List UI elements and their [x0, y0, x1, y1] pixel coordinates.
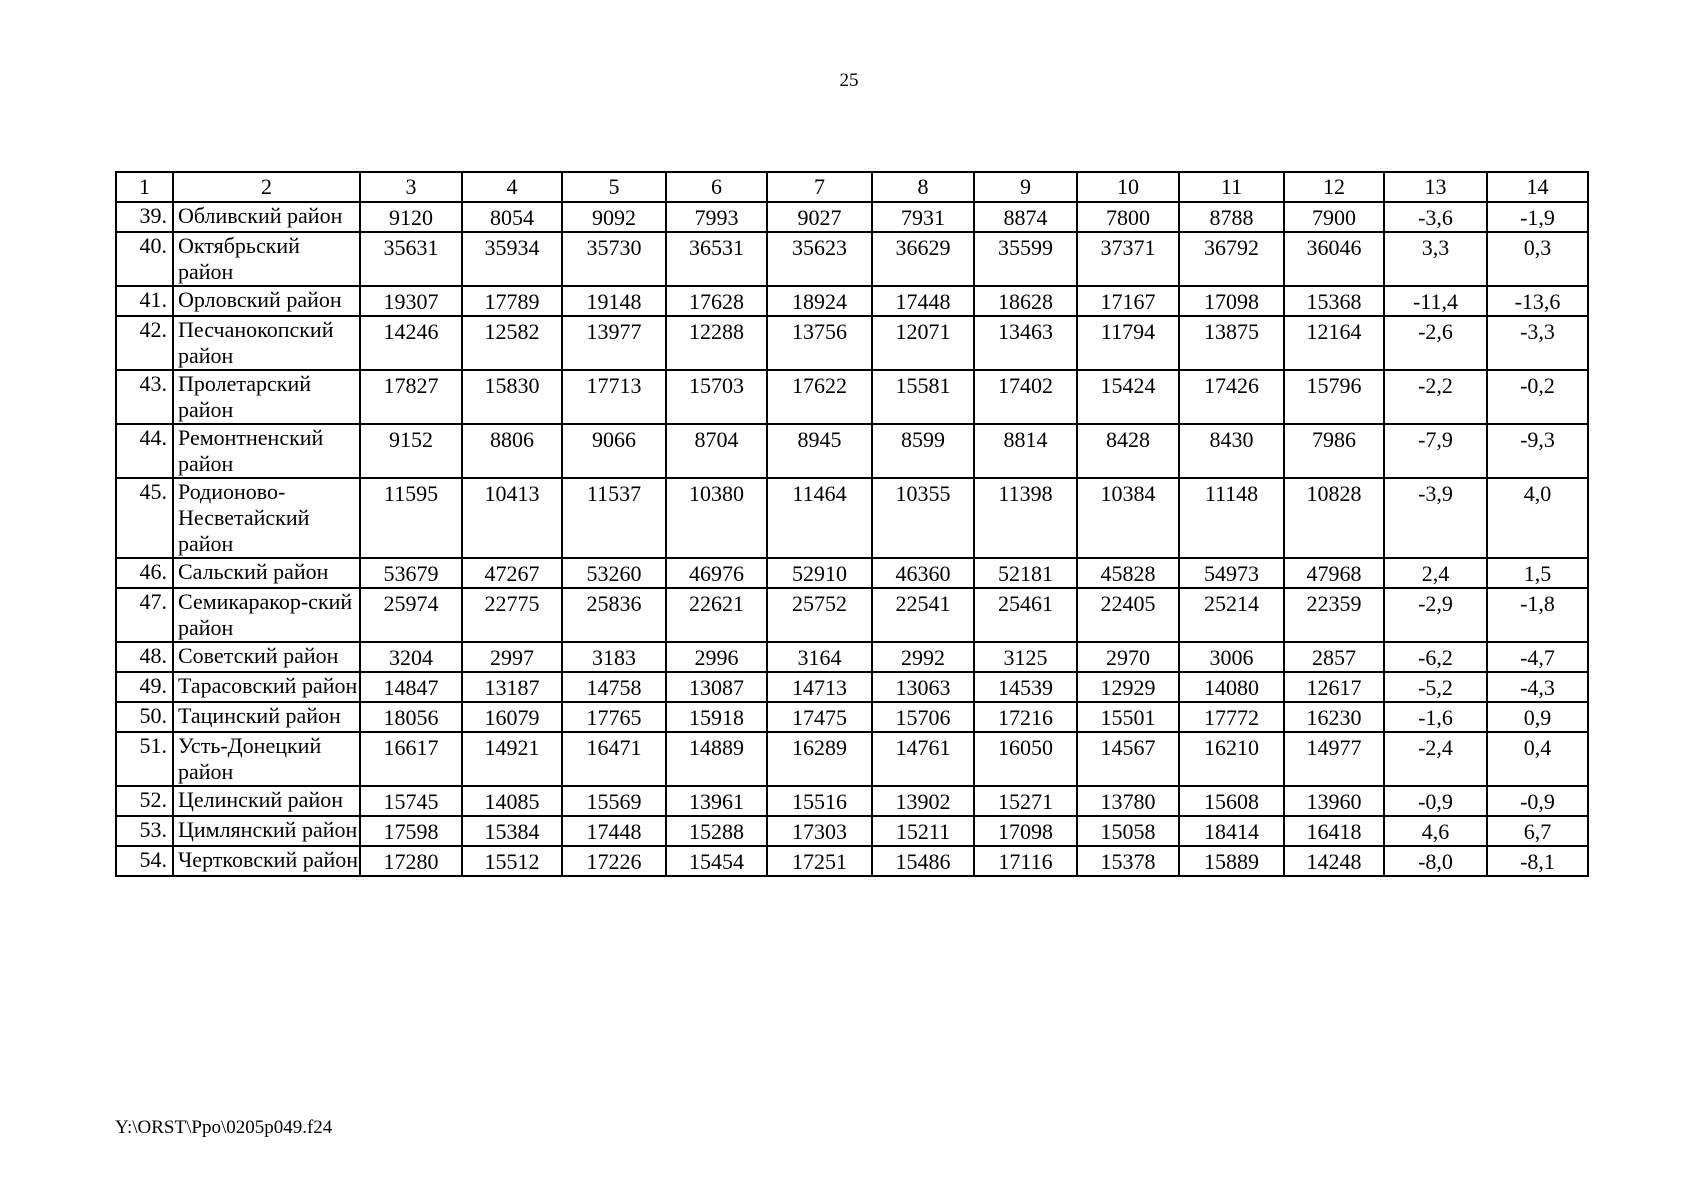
value-cell-col-7: 8945 — [767, 424, 872, 478]
value-cell-col-10: 45828 — [1077, 558, 1179, 588]
value-cell-col-3: 18056 — [360, 702, 462, 732]
value-cell-col-6: 13087 — [666, 672, 767, 702]
value-cell-col-9: 25461 — [974, 588, 1077, 642]
value-cell-col-12: 12617 — [1284, 672, 1384, 702]
value-cell-col-7: 17622 — [767, 370, 872, 424]
value-cell-col-7: 17251 — [767, 846, 872, 876]
value-cell-col-13: 3,3 — [1384, 232, 1487, 286]
footer-file-path: Y:\ORST\Ppo\0205p049.f24 — [115, 1117, 333, 1138]
table-body — [116, 202, 1588, 876]
table-row — [116, 642, 1588, 672]
value-cell-col-13: -2,2 — [1384, 370, 1487, 424]
value-cell-col-8: 2992 — [872, 642, 974, 672]
value-cell-col-14: 6,7 — [1487, 816, 1588, 846]
row-number: 39. — [116, 202, 173, 232]
value-cell-col-14: -3,3 — [1487, 316, 1588, 370]
value-cell-col-9: 17116 — [974, 846, 1077, 876]
value-cell-col-14: 1,5 — [1487, 558, 1588, 588]
value-cell-col-10: 2970 — [1077, 642, 1179, 672]
column-header-12: 12 — [1284, 172, 1384, 202]
value-cell-col-11: 14080 — [1179, 672, 1284, 702]
value-cell-col-13: -11,4 — [1384, 286, 1487, 316]
value-cell-col-7: 17475 — [767, 702, 872, 732]
value-cell-col-5: 53260 — [562, 558, 666, 588]
value-cell-col-11: 8788 — [1179, 202, 1284, 232]
value-cell-col-10: 17167 — [1077, 286, 1179, 316]
value-cell-col-12: 14977 — [1284, 732, 1384, 786]
value-cell-col-9: 8874 — [974, 202, 1077, 232]
value-cell-col-13: -7,9 — [1384, 424, 1487, 478]
value-cell-col-9: 52181 — [974, 558, 1077, 588]
value-cell-col-8: 14761 — [872, 732, 974, 786]
table-row — [116, 316, 1588, 370]
value-cell-col-6: 36531 — [666, 232, 767, 286]
value-cell-col-12: 22359 — [1284, 588, 1384, 642]
district-name: Песчанокопский район — [173, 316, 360, 370]
value-cell-col-3: 3204 — [360, 642, 462, 672]
value-cell-col-7: 16289 — [767, 732, 872, 786]
value-cell-col-5: 11537 — [562, 478, 666, 558]
value-cell-col-4: 2997 — [462, 642, 562, 672]
value-cell-col-14: 0,9 — [1487, 702, 1588, 732]
value-cell-col-11: 25214 — [1179, 588, 1284, 642]
value-cell-col-6: 46976 — [666, 558, 767, 588]
value-cell-col-9: 17216 — [974, 702, 1077, 732]
value-cell-col-7: 25752 — [767, 588, 872, 642]
column-header-10: 10 — [1077, 172, 1179, 202]
value-cell-col-5: 17226 — [562, 846, 666, 876]
value-cell-col-13: -5,2 — [1384, 672, 1487, 702]
value-cell-col-14: 4,0 — [1487, 478, 1588, 558]
district-name: Пролетарский район — [173, 370, 360, 424]
value-cell-col-12: 10828 — [1284, 478, 1384, 558]
table-row — [116, 202, 1588, 232]
value-cell-col-5: 16471 — [562, 732, 666, 786]
value-cell-col-5: 25836 — [562, 588, 666, 642]
value-cell-col-4: 35934 — [462, 232, 562, 286]
value-cell-col-14: -8,1 — [1487, 846, 1588, 876]
value-cell-col-5: 17448 — [562, 816, 666, 846]
column-header-6: 6 — [666, 172, 767, 202]
value-cell-col-6: 10380 — [666, 478, 767, 558]
value-cell-col-8: 10355 — [872, 478, 974, 558]
table-row — [116, 370, 1588, 424]
value-cell-col-9: 17098 — [974, 816, 1077, 846]
value-cell-col-13: -8,0 — [1384, 846, 1487, 876]
value-cell-col-3: 15745 — [360, 786, 462, 816]
value-cell-col-12: 7986 — [1284, 424, 1384, 478]
value-cell-col-14: -1,9 — [1487, 202, 1588, 232]
value-cell-col-8: 13063 — [872, 672, 974, 702]
value-cell-col-4: 14921 — [462, 732, 562, 786]
value-cell-col-14: -4,3 — [1487, 672, 1588, 702]
district-name: Сальский район — [173, 558, 360, 588]
value-cell-col-14: -4,7 — [1487, 642, 1588, 672]
value-cell-col-3: 53679 — [360, 558, 462, 588]
row-number: 54. — [116, 846, 173, 876]
table-row — [116, 786, 1588, 816]
value-cell-col-9: 11398 — [974, 478, 1077, 558]
value-cell-col-12: 15368 — [1284, 286, 1384, 316]
value-cell-col-10: 13780 — [1077, 786, 1179, 816]
value-cell-col-10: 15378 — [1077, 846, 1179, 876]
value-cell-col-6: 8704 — [666, 424, 767, 478]
value-cell-col-13: -2,4 — [1384, 732, 1487, 786]
value-cell-col-4: 15830 — [462, 370, 562, 424]
value-cell-col-3: 17598 — [360, 816, 462, 846]
table-row — [116, 816, 1588, 846]
value-cell-col-8: 46360 — [872, 558, 974, 588]
district-name: Ремонтненский район — [173, 424, 360, 478]
value-cell-col-12: 36046 — [1284, 232, 1384, 286]
row-number: 44. — [116, 424, 173, 478]
value-cell-col-8: 15211 — [872, 816, 974, 846]
table-row — [116, 732, 1588, 786]
value-cell-col-13: -3,6 — [1384, 202, 1487, 232]
value-cell-col-8: 17448 — [872, 286, 974, 316]
value-cell-col-12: 2857 — [1284, 642, 1384, 672]
value-cell-col-11: 8430 — [1179, 424, 1284, 478]
value-cell-col-7: 17303 — [767, 816, 872, 846]
value-cell-col-7: 13756 — [767, 316, 872, 370]
value-cell-col-9: 17402 — [974, 370, 1077, 424]
value-cell-col-10: 15058 — [1077, 816, 1179, 846]
column-header-13: 13 — [1384, 172, 1487, 202]
value-cell-col-9: 16050 — [974, 732, 1077, 786]
column-header-9: 9 — [974, 172, 1077, 202]
row-number: 41. — [116, 286, 173, 316]
value-cell-col-14: -0,2 — [1487, 370, 1588, 424]
value-cell-col-10: 22405 — [1077, 588, 1179, 642]
district-name: Цимлянский район — [173, 816, 360, 846]
value-cell-col-4: 12582 — [462, 316, 562, 370]
value-cell-col-4: 17789 — [462, 286, 562, 316]
value-cell-col-13: -0,9 — [1384, 786, 1487, 816]
value-cell-col-14: 0,3 — [1487, 232, 1588, 286]
value-cell-col-10: 10384 — [1077, 478, 1179, 558]
value-cell-col-13: -6,2 — [1384, 642, 1487, 672]
table-row — [116, 232, 1588, 286]
value-cell-col-5: 13977 — [562, 316, 666, 370]
value-cell-col-11: 54973 — [1179, 558, 1284, 588]
district-name: Чертковский район — [173, 846, 360, 876]
value-cell-col-13: -1,6 — [1384, 702, 1487, 732]
column-header-5: 5 — [562, 172, 666, 202]
value-cell-col-6: 15703 — [666, 370, 767, 424]
value-cell-col-9: 14539 — [974, 672, 1077, 702]
table-row — [116, 702, 1588, 732]
row-number: 52. — [116, 786, 173, 816]
row-number: 50. — [116, 702, 173, 732]
table-row — [116, 588, 1588, 642]
value-cell-col-11: 15889 — [1179, 846, 1284, 876]
value-cell-col-5: 15569 — [562, 786, 666, 816]
value-cell-col-6: 15454 — [666, 846, 767, 876]
value-cell-col-8: 13902 — [872, 786, 974, 816]
value-cell-col-4: 16079 — [462, 702, 562, 732]
value-cell-col-7: 15516 — [767, 786, 872, 816]
value-cell-col-7: 3164 — [767, 642, 872, 672]
value-cell-col-13: -3,9 — [1384, 478, 1487, 558]
value-cell-col-14: 0,4 — [1487, 732, 1588, 786]
district-name: Семикаракор-ский район — [173, 588, 360, 642]
district-name: Обливский район — [173, 202, 360, 232]
value-cell-col-6: 17628 — [666, 286, 767, 316]
value-cell-col-8: 15486 — [872, 846, 974, 876]
value-cell-col-11: 36792 — [1179, 232, 1284, 286]
value-cell-col-9: 8814 — [974, 424, 1077, 478]
value-cell-col-11: 3006 — [1179, 642, 1284, 672]
value-cell-col-13: 4,6 — [1384, 816, 1487, 846]
table-row — [116, 286, 1588, 316]
value-cell-col-4: 10413 — [462, 478, 562, 558]
value-cell-col-12: 12164 — [1284, 316, 1384, 370]
value-cell-col-6: 14889 — [666, 732, 767, 786]
value-cell-col-11: 18414 — [1179, 816, 1284, 846]
value-cell-col-4: 8054 — [462, 202, 562, 232]
value-cell-col-3: 17827 — [360, 370, 462, 424]
column-header-4: 4 — [462, 172, 562, 202]
value-cell-col-9: 3125 — [974, 642, 1077, 672]
value-cell-col-10: 11794 — [1077, 316, 1179, 370]
value-cell-col-10: 7800 — [1077, 202, 1179, 232]
value-cell-col-13: -2,9 — [1384, 588, 1487, 642]
value-cell-col-9: 35599 — [974, 232, 1077, 286]
value-cell-col-5: 9066 — [562, 424, 666, 478]
value-cell-col-4: 15384 — [462, 816, 562, 846]
value-cell-col-3: 14847 — [360, 672, 462, 702]
district-data-table — [115, 171, 1589, 877]
value-cell-col-13: -2,6 — [1384, 316, 1487, 370]
value-cell-col-6: 12288 — [666, 316, 767, 370]
value-cell-col-5: 17765 — [562, 702, 666, 732]
value-cell-col-3: 11595 — [360, 478, 462, 558]
district-name: Целинский район — [173, 786, 360, 816]
page-number: 25 — [839, 70, 859, 91]
value-cell-col-12: 16230 — [1284, 702, 1384, 732]
value-cell-col-3: 17280 — [360, 846, 462, 876]
value-cell-col-7: 14713 — [767, 672, 872, 702]
value-cell-col-8: 8599 — [872, 424, 974, 478]
value-cell-col-4: 22775 — [462, 588, 562, 642]
value-cell-col-5: 35730 — [562, 232, 666, 286]
column-header-11: 11 — [1179, 172, 1284, 202]
district-name: Родионово-Несветайский район — [173, 478, 360, 558]
value-cell-col-13: 2,4 — [1384, 558, 1487, 588]
header-row — [116, 172, 1588, 202]
value-cell-col-11: 15608 — [1179, 786, 1284, 816]
value-cell-col-5: 19148 — [562, 286, 666, 316]
value-cell-col-3: 35631 — [360, 232, 462, 286]
value-cell-col-11: 16210 — [1179, 732, 1284, 786]
value-cell-col-12: 15796 — [1284, 370, 1384, 424]
value-cell-col-10: 15424 — [1077, 370, 1179, 424]
column-header-1: 1 — [116, 172, 173, 202]
value-cell-col-14: -13,6 — [1487, 286, 1588, 316]
value-cell-col-4: 15512 — [462, 846, 562, 876]
value-cell-col-6: 22621 — [666, 588, 767, 642]
value-cell-col-14: -9,3 — [1487, 424, 1588, 478]
district-name: Тацинский район — [173, 702, 360, 732]
district-name: Усть-Донецкий район — [173, 732, 360, 786]
value-cell-col-11: 17098 — [1179, 286, 1284, 316]
value-cell-col-10: 12929 — [1077, 672, 1179, 702]
value-cell-col-9: 15271 — [974, 786, 1077, 816]
table-row — [116, 424, 1588, 478]
row-number: 47. — [116, 588, 173, 642]
value-cell-col-12: 13960 — [1284, 786, 1384, 816]
column-header-7: 7 — [767, 172, 872, 202]
value-cell-col-12: 47968 — [1284, 558, 1384, 588]
value-cell-col-11: 13875 — [1179, 316, 1284, 370]
value-cell-col-5: 9092 — [562, 202, 666, 232]
table-header — [116, 172, 1588, 202]
value-cell-col-8: 15581 — [872, 370, 974, 424]
value-cell-col-9: 13463 — [974, 316, 1077, 370]
table-row — [116, 558, 1588, 588]
value-cell-col-8: 12071 — [872, 316, 974, 370]
value-cell-col-7: 9027 — [767, 202, 872, 232]
value-cell-col-5: 17713 — [562, 370, 666, 424]
value-cell-col-7: 35623 — [767, 232, 872, 286]
value-cell-col-10: 37371 — [1077, 232, 1179, 286]
value-cell-col-11: 11148 — [1179, 478, 1284, 558]
value-cell-col-14: -0,9 — [1487, 786, 1588, 816]
value-cell-col-8: 15706 — [872, 702, 974, 732]
value-cell-col-12: 7900 — [1284, 202, 1384, 232]
value-cell-col-6: 15288 — [666, 816, 767, 846]
value-cell-col-3: 9152 — [360, 424, 462, 478]
value-cell-col-7: 52910 — [767, 558, 872, 588]
value-cell-col-10: 8428 — [1077, 424, 1179, 478]
table-row — [116, 846, 1588, 876]
column-header-3: 3 — [360, 172, 462, 202]
value-cell-col-3: 19307 — [360, 286, 462, 316]
value-cell-col-12: 14248 — [1284, 846, 1384, 876]
row-number: 53. — [116, 816, 173, 846]
column-header-2: 2 — [173, 172, 360, 202]
value-cell-col-4: 14085 — [462, 786, 562, 816]
value-cell-col-6: 2996 — [666, 642, 767, 672]
row-number: 40. — [116, 232, 173, 286]
value-cell-col-3: 9120 — [360, 202, 462, 232]
value-cell-col-12: 16418 — [1284, 816, 1384, 846]
value-cell-col-8: 22541 — [872, 588, 974, 642]
table-row — [116, 672, 1588, 702]
district-name: Орловский район — [173, 286, 360, 316]
column-header-8: 8 — [872, 172, 974, 202]
value-cell-col-3: 25974 — [360, 588, 462, 642]
district-name: Советский район — [173, 642, 360, 672]
value-cell-col-4: 13187 — [462, 672, 562, 702]
value-cell-col-8: 7931 — [872, 202, 974, 232]
table-row — [116, 478, 1588, 558]
value-cell-col-3: 16617 — [360, 732, 462, 786]
district-name: Октябрьский район — [173, 232, 360, 286]
district-name: Тарасовский район — [173, 672, 360, 702]
row-number: 45. — [116, 478, 173, 558]
row-number: 46. — [116, 558, 173, 588]
row-number: 48. — [116, 642, 173, 672]
value-cell-col-3: 14246 — [360, 316, 462, 370]
value-cell-col-6: 13961 — [666, 786, 767, 816]
value-cell-col-9: 18628 — [974, 286, 1077, 316]
value-cell-col-5: 14758 — [562, 672, 666, 702]
value-cell-col-7: 18924 — [767, 286, 872, 316]
row-number: 42. — [116, 316, 173, 370]
row-number: 49. — [116, 672, 173, 702]
column-header-14: 14 — [1487, 172, 1588, 202]
value-cell-col-11: 17772 — [1179, 702, 1284, 732]
value-cell-col-6: 7993 — [666, 202, 767, 232]
value-cell-col-4: 8806 — [462, 424, 562, 478]
value-cell-col-11: 17426 — [1179, 370, 1284, 424]
value-cell-col-6: 15918 — [666, 702, 767, 732]
value-cell-col-10: 15501 — [1077, 702, 1179, 732]
value-cell-col-7: 11464 — [767, 478, 872, 558]
value-cell-col-14: -1,8 — [1487, 588, 1588, 642]
row-number: 51. — [116, 732, 173, 786]
value-cell-col-8: 36629 — [872, 232, 974, 286]
value-cell-col-5: 3183 — [562, 642, 666, 672]
row-number: 43. — [116, 370, 173, 424]
value-cell-col-10: 14567 — [1077, 732, 1179, 786]
value-cell-col-4: 47267 — [462, 558, 562, 588]
